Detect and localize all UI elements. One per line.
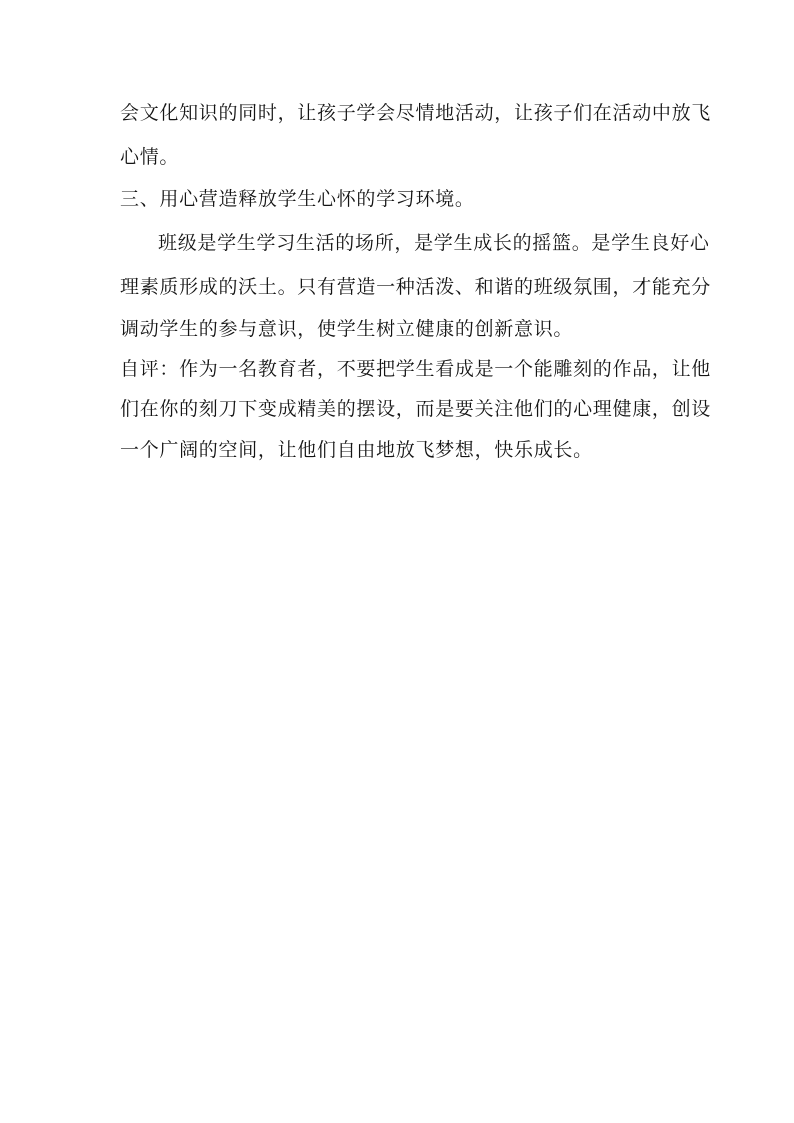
self-evaluation-line: 自评：作为一名教育者，不要把学生看成是一个能雕刻的作品，让他 <box>120 358 712 380</box>
section-heading: 三、用心营造释放学生心怀的学习环境。 <box>120 188 475 210</box>
paragraph-line: 理素质形成的沃土。只有营造一种活泼、和谐的班级氛围，才能充分 <box>120 276 712 298</box>
paragraph-line: 班级是学生学习生活的场所，是学生成长的摇篮。是学生良好心 <box>158 232 710 254</box>
self-evaluation-line: 们在你的刻刀下变成精美的摆设，而是要关注他们的心理健康，创设 <box>120 398 712 420</box>
self-evaluation-line: 一个广阔的空间，让他们自由地放飞梦想，快乐成长。 <box>120 439 593 461</box>
paragraph-line: 心情。 <box>120 146 180 168</box>
paragraph-line: 调动学生的参与意识，使学生树立健康的创新意识。 <box>120 318 574 340</box>
paragraph-line: 会文化知识的同时，让孩子学会尽情地活动，让孩子们在活动中放飞 <box>120 102 712 124</box>
